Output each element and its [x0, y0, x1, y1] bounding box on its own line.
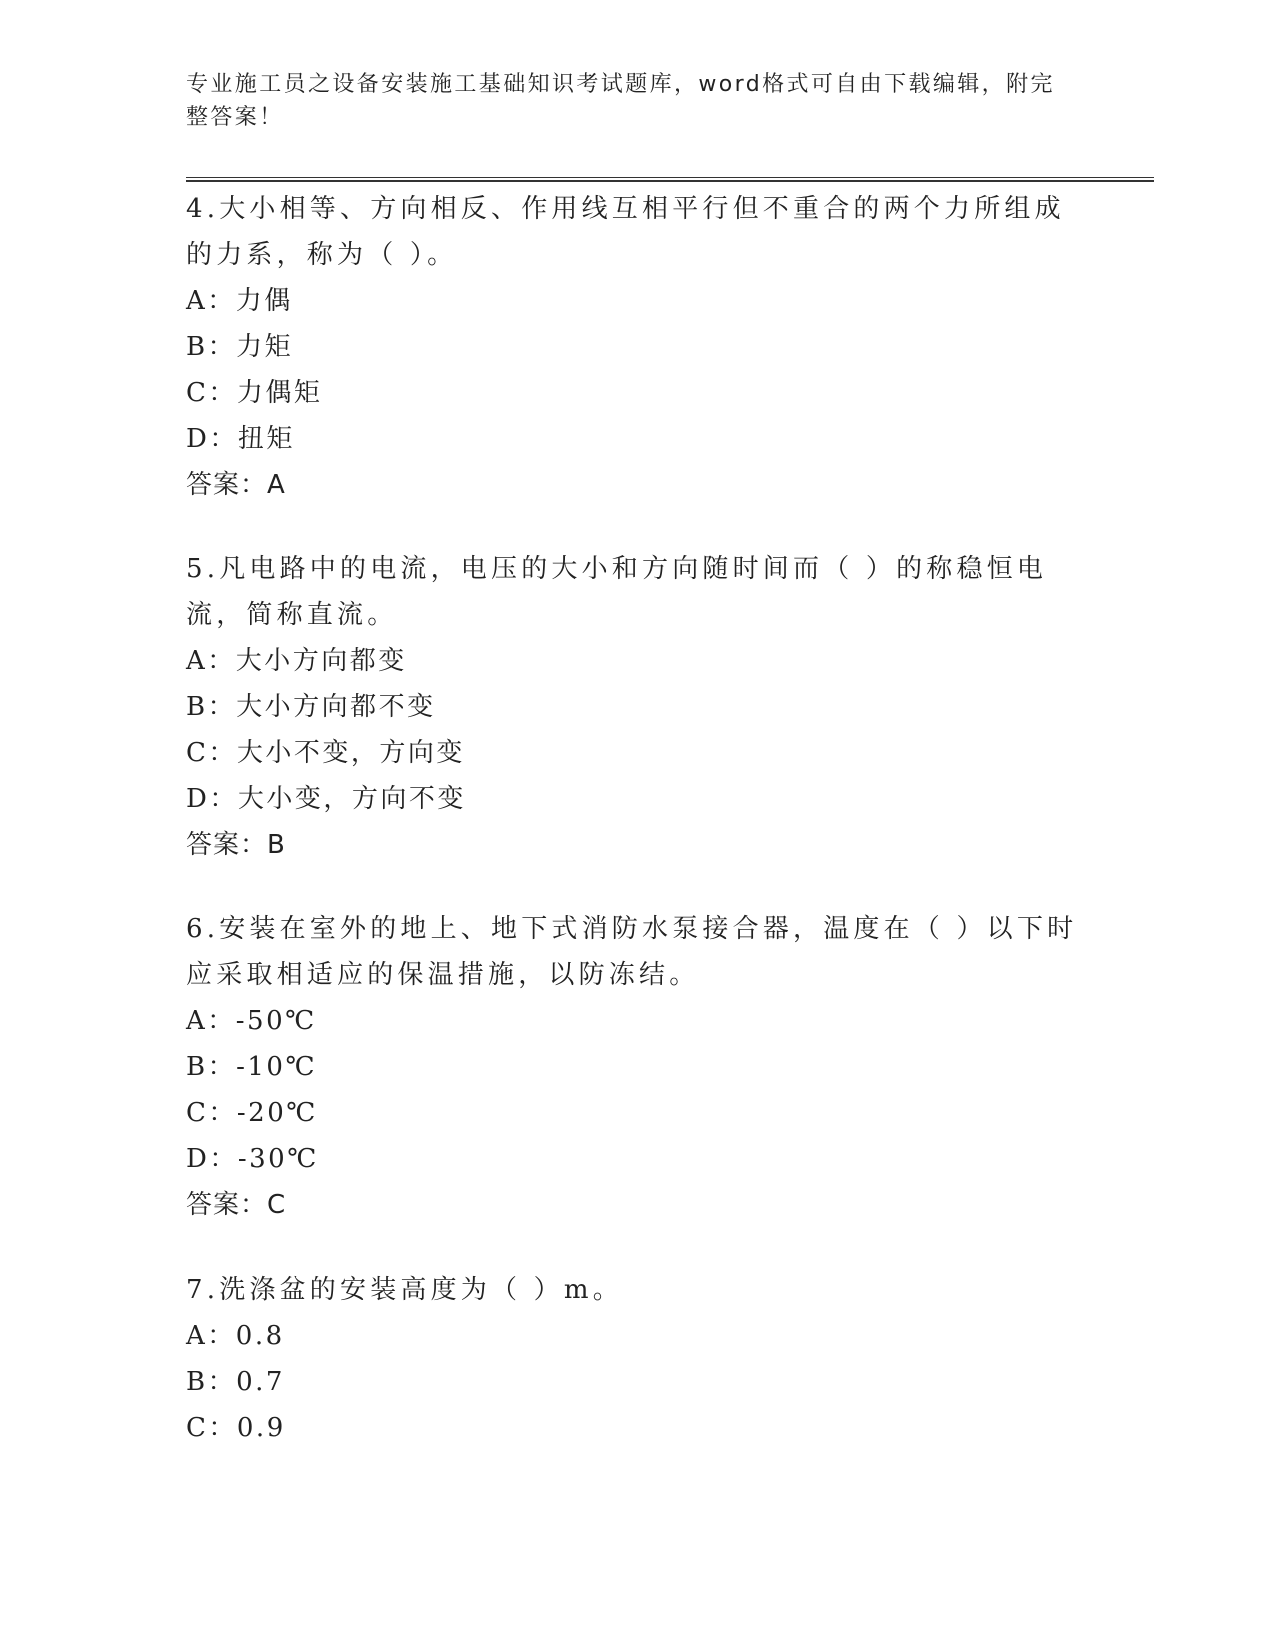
option-c: C：力偶矩	[186, 378, 323, 408]
question-7	[186, 1267, 1086, 1451]
option-d: D：-30℃	[186, 1144, 319, 1174]
question-stem: 4.大小相等、方向相反、作用线互相平行但不重合的两个力所组成的力系，称为（ ）。	[186, 194, 1065, 270]
option-b: B：大小方向都不变	[186, 692, 436, 722]
question-stem: 5.凡电路中的电流，电压的大小和方向随时间而（ ）的称稳恒电流，简称直流。	[186, 554, 1048, 630]
header-divider-thin	[186, 177, 1154, 178]
option-a: A：-50℃	[186, 1006, 317, 1036]
option-a: A：0.8	[186, 1321, 285, 1351]
option-a: A：大小方向都变	[186, 646, 407, 676]
option-c: C：0.9	[186, 1413, 286, 1443]
question-5	[186, 546, 1086, 868]
header-divider-thick	[186, 180, 1154, 182]
option-b: B：-10℃	[186, 1052, 318, 1082]
question-stem: 7.洗涤盆的安装高度为（ ）m。	[186, 1275, 623, 1305]
question-stem: 6.安装在室外的地上、地下式消防水泵接合器，温度在（ ）以下时应采取相适应的保温措施，以防冻结。	[186, 914, 1078, 990]
option-d: D：扭矩	[186, 424, 295, 454]
answer-line: 答案：B	[186, 830, 286, 860]
document-header: 专业施工员之设备安装施工基础知识考试题库，word格式可自由下载编辑，附完整答案！	[186, 72, 1055, 130]
question-6	[186, 906, 1086, 1228]
answer-line: 答案：A	[186, 470, 286, 500]
option-b: B：力矩	[186, 332, 294, 362]
question-4	[186, 186, 1086, 508]
option-d: D：大小变，方向不变	[186, 784, 466, 814]
option-c: C：大小不变，方向变	[186, 738, 465, 768]
option-c: C：-20℃	[186, 1098, 318, 1128]
option-b: B：0.7	[186, 1367, 285, 1397]
answer-line: 答案：C	[186, 1190, 287, 1220]
option-a: A：力偶	[186, 286, 293, 316]
